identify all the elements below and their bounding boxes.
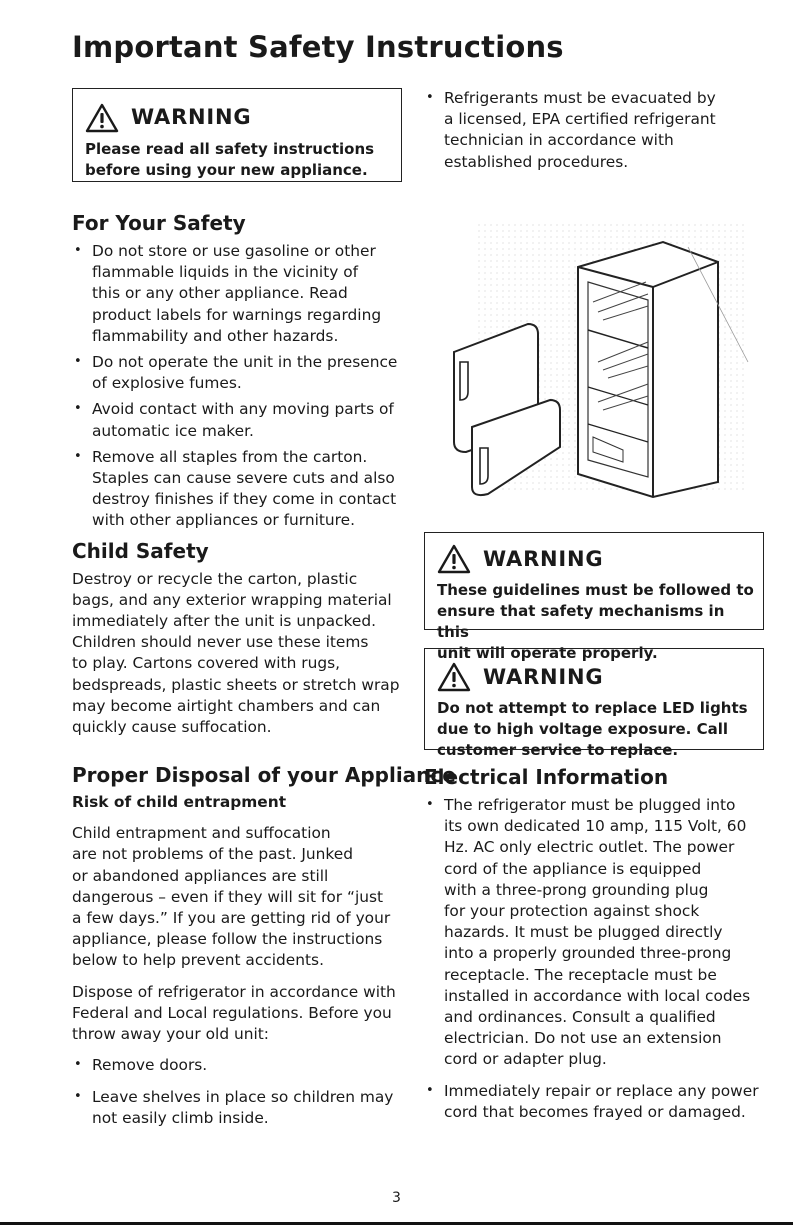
warning-triangle-icon: [85, 103, 119, 133]
list-item: • Remove doors.: [72, 1055, 402, 1076]
electrical-section: [424, 764, 774, 1123]
warning-text: [85, 139, 393, 181]
warning-text: These guidelines must be followed to ensure that safety mechanisms in this unit will operate properly.: [437, 581, 754, 662]
disposal-list: [72, 1055, 402, 1129]
warning-header: [437, 543, 755, 575]
subheading-child-entrapment: Risk of child entrapment: [72, 793, 287, 812]
warning-title: WARNING: [131, 105, 252, 130]
disposal-paragraph-2: Dispose of refrigerator in accordance with Federal and Local regulations. Before you throw away your old unit:: [72, 982, 396, 1044]
warning-triangle-icon: [437, 662, 471, 692]
warning-header: [85, 103, 393, 133]
warning-box-read-instructions: [72, 88, 402, 182]
your-safety-list: [72, 241, 402, 532]
list-item: • Do not store or use gasoline or other flammable liquids in the vicinity of this or any other appliance. Read product labels for warnings regarding flammability and other hazards.: [72, 241, 402, 347]
list-item: • Immediately repair or replace any power cord that becomes frayed or damaged.: [424, 1081, 774, 1123]
list-item: • Remove all staples from the carton. Staples can cause severe cuts and also destroy finishes if they come in contact with other appliances or furniture.: [72, 447, 402, 532]
section-heading-child-safety: Child Safety: [72, 538, 209, 563]
right-column: [424, 88, 764, 173]
warning-box-led-lights: [424, 648, 764, 759]
warning-title: WARNING: [483, 665, 604, 689]
disposal-paragraph-1: Child entrapment and suffocation are not problems of the past. Junked or abandoned appliances are still dangerous – even if they will sit for “just a few days.” If you are getting rid of your appliance, please follow the instructions below to help prevent accidents.: [72, 824, 391, 970]
section-heading-disposal: Proper Disposal of your Appliance: [72, 763, 456, 788]
page-title: Important Safety Instructions: [72, 30, 564, 64]
list-item: • The refrigerator must be plugged into its own dedicated 10 amp, 115 Volt, 60 Hz. AC only electric outlet. The power cord of the appliance is equipped with a three-prong grounding plug for your protection against shock hazards. It must be plugged directly into a properly grounded three-prong receptacle. The receptacle must be installed in accordance with local codes and ordinances. Consult a qualified electrician. Do not use an extension cord or adapter plug.: [424, 795, 774, 1071]
list-item: • Refrigerants must be evacuated by a licensed, EPA certified refrigerant technician in accordance with established procedures.: [424, 88, 764, 173]
warning-box-guidelines: [424, 532, 764, 662]
refrigerants-list: [424, 88, 764, 173]
warning-text-line: Please read all safety instructions: [85, 140, 375, 158]
section-heading-electrical: Electrical Information: [424, 765, 669, 789]
child-safety-paragraph: Destroy or recycle the carton, plastic bags, and any exterior wrapping material immediately after the unit is unpacked. Children should never use these items to play. Cartons covered with rugs, bedspreads, plastic sheets or stretch wrap may become airtight chambers and can quickly cause suffocation.: [72, 569, 400, 737]
warning-text-line: before using your new appliance.: [85, 161, 368, 179]
warning-title: WARNING: [483, 547, 604, 571]
refrigerator-doors-removed-illustration: [448, 212, 760, 502]
list-item: • Do not operate the unit in the presence of explosive fumes.: [72, 352, 402, 394]
warning-triangle-icon: [437, 544, 471, 574]
warning-text: Do not attempt to replace LED lights due to high voltage exposure. Call customer service to replace.: [437, 699, 748, 759]
electrical-list: [424, 795, 774, 1123]
page-number: 3: [392, 1190, 401, 1206]
warning-header: [437, 661, 755, 693]
section-heading-your-safety: For Your Safety: [72, 211, 246, 235]
list-item: • Avoid contact with any moving parts of automatic ice maker.: [72, 399, 402, 441]
left-column: [72, 88, 456, 1129]
list-item: • Leave shelves in place so children may not easily climb inside.: [72, 1087, 402, 1129]
